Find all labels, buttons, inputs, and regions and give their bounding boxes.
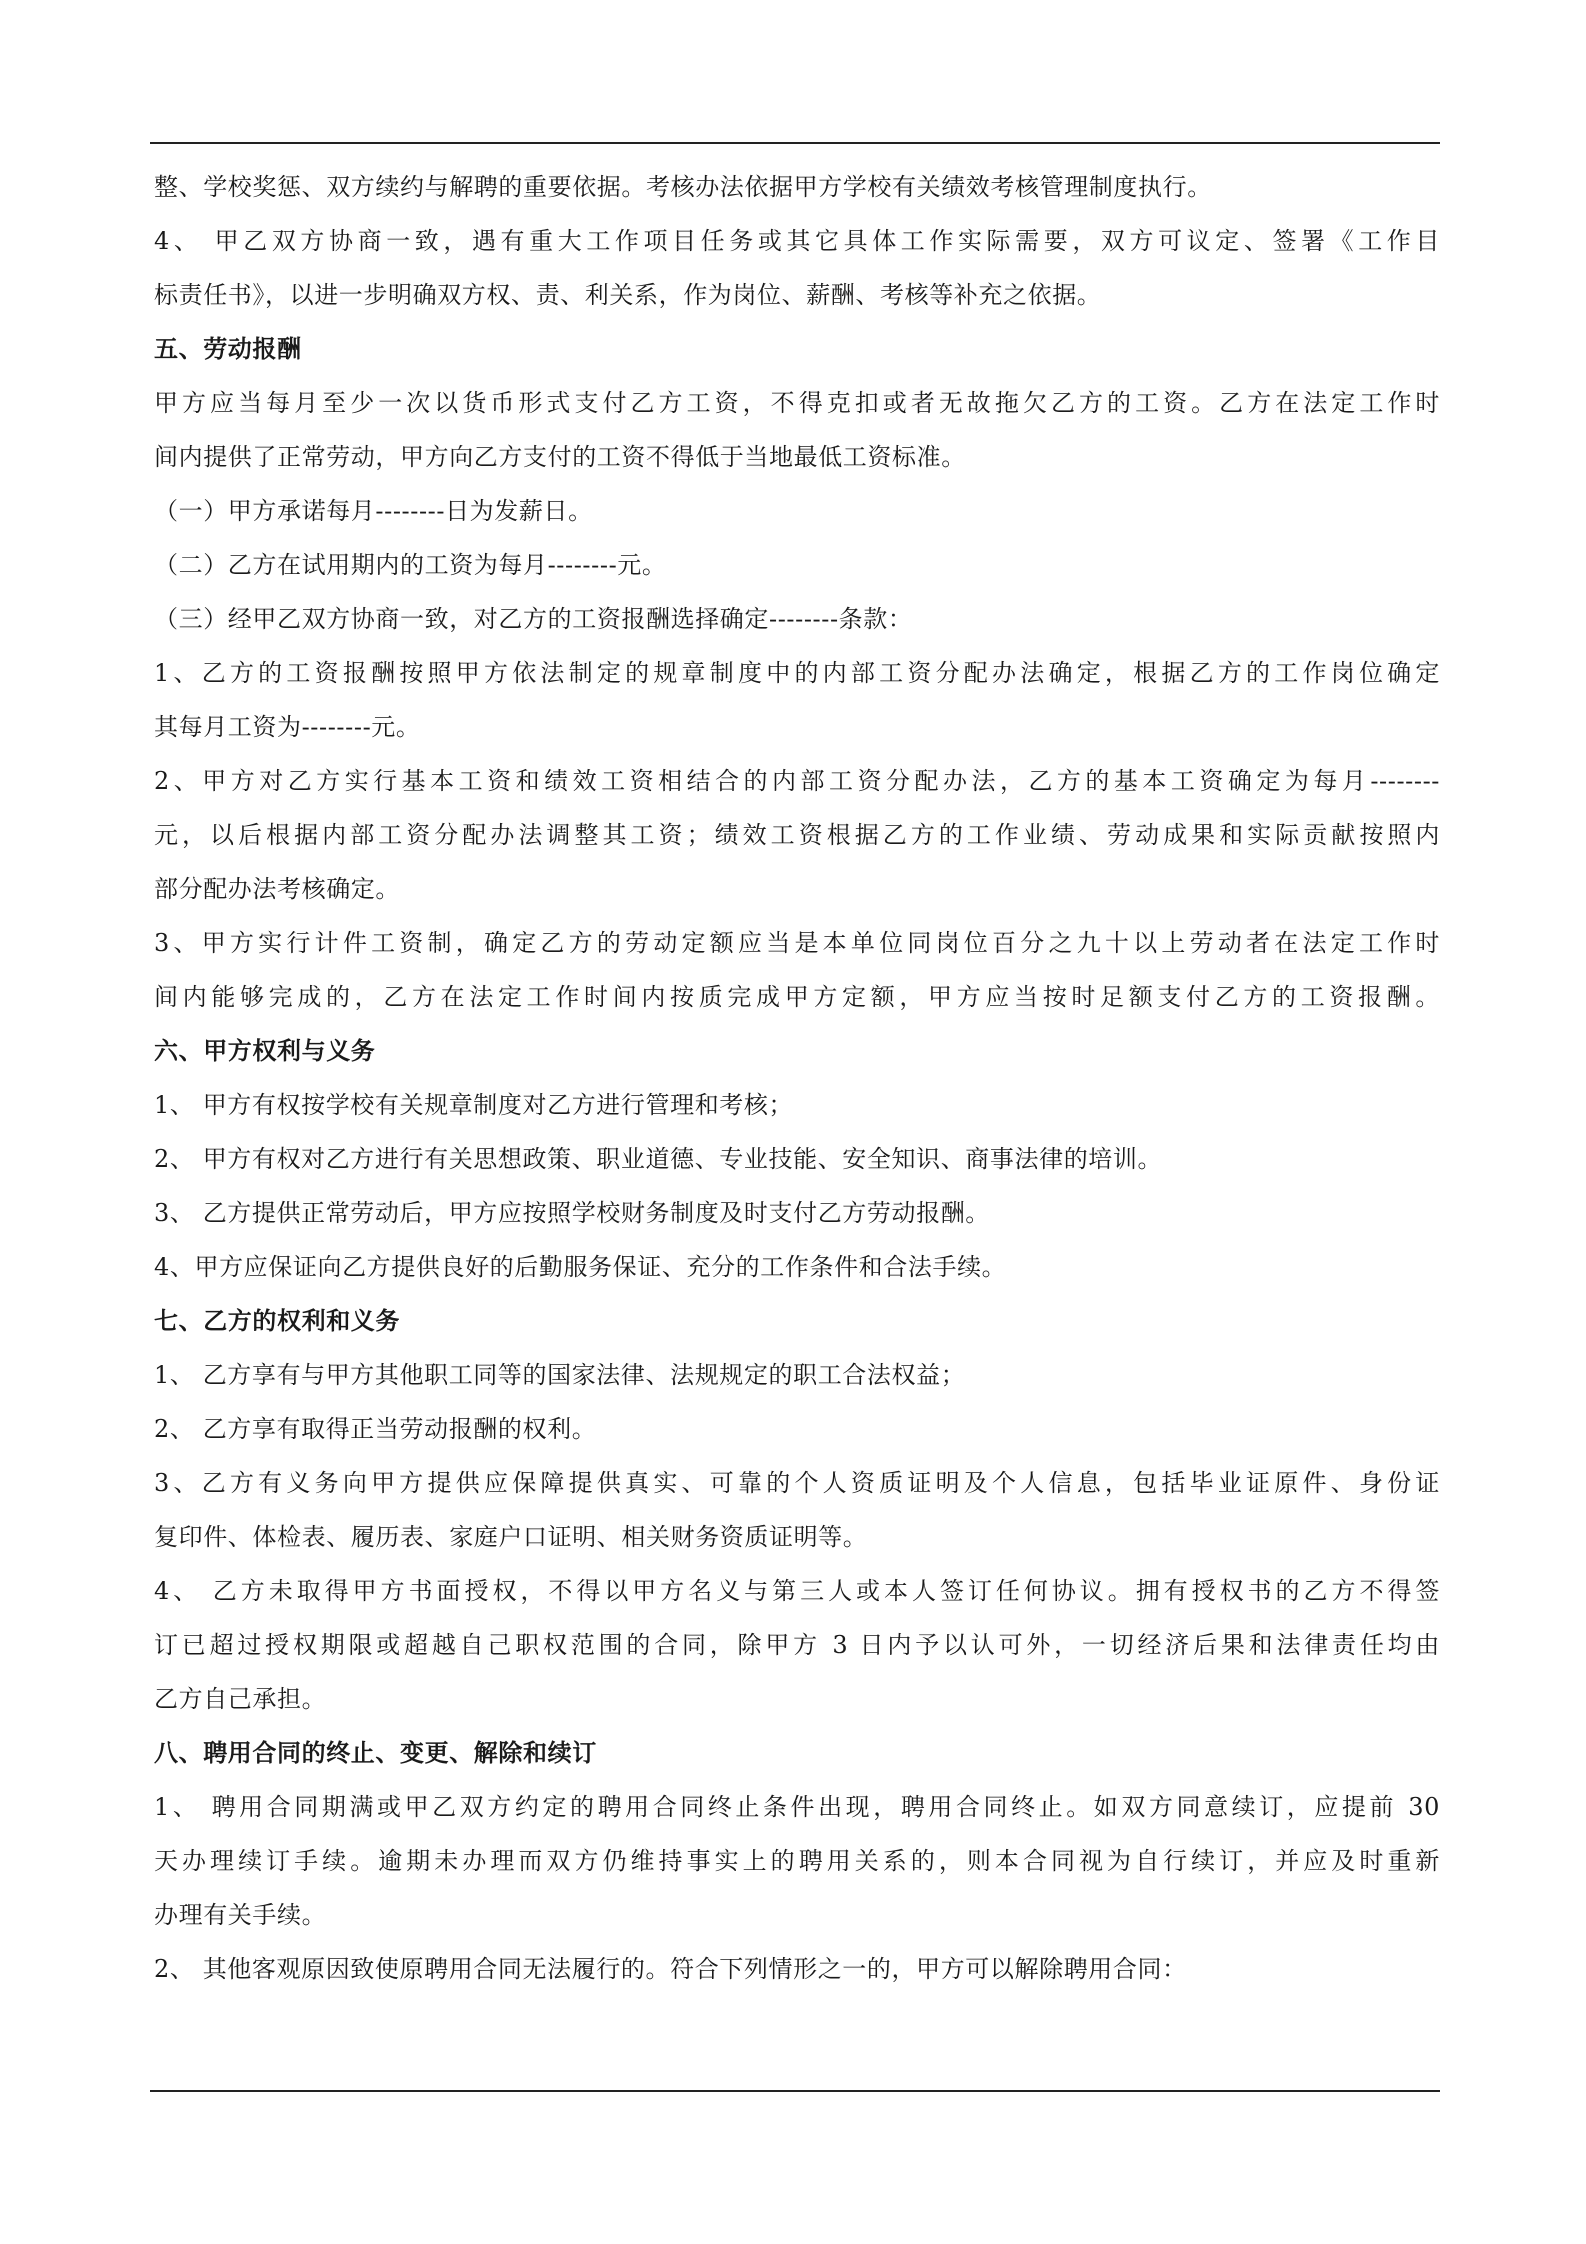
text-line: 4、甲方应保证向乙方提供良好的后勤服务保证、充分的工作条件和合法手续。 xyxy=(154,1253,1007,1281)
header-rule xyxy=(150,142,1440,144)
text-line: （一）甲方承诺每月--------日为发薪日。 xyxy=(154,497,593,525)
text-line: 订已超过授权期限或超越自己职权范围的合同，除甲方 3 日内予以认可外，一切经济后果和法律责任均由 xyxy=(154,1631,1440,1659)
footer-rule xyxy=(150,2090,1440,2092)
text-line: 乙方自己承担。 xyxy=(154,1685,327,1713)
section-heading: 五、劳动报酬 xyxy=(154,334,302,363)
text-line: 1、 聘用合同期满或甲乙双方约定的聘用合同终止条件出现，聘用合同终止。如双方同意续订，应提前 30 xyxy=(154,1793,1440,1821)
text-line: 标责任书》，以进一步明确双方权、责、利关系，作为岗位、薪酬、考核等补充之依据。 xyxy=(154,281,1102,309)
text-line: 整、学校奖惩、双方续约与解聘的重要依据。考核办法依据甲方学校有关绩效考核管理制度执行。 xyxy=(154,173,1212,201)
text-line: 2、 其他客观原因致使原聘用合同无法履行的。符合下列情形之一的，甲方可以解除聘用合同： xyxy=(154,1955,1187,1983)
text-line: 4、 乙方未取得甲方书面授权，不得以甲方名义与第三人或本人签订任何协议。拥有授权书的乙方不得签 xyxy=(154,1577,1440,1605)
text-line: 元，以后根据内部工资分配办法调整其工资；绩效工资根据乙方的工作业绩、劳动成果和实际贡献按照内 xyxy=(154,821,1440,849)
text-line: 3、 乙方提供正常劳动后，甲方应按照学校财务制度及时支付乙方劳动报酬。 xyxy=(154,1199,990,1227)
section-heading: 七、乙方的权利和义务 xyxy=(154,1306,400,1335)
text-line: 1、 甲方有权按学校有关规章制度对乙方进行管理和考核； xyxy=(154,1091,794,1119)
text-line: 间内能够完成的，乙方在法定工作时间内按质完成甲方定额，甲方应当按时足额支付乙方的工资报酬。 xyxy=(154,983,1440,1011)
text-line: 其每月工资为--------元。 xyxy=(154,713,421,741)
section-heading: 六、甲方权利与义务 xyxy=(154,1036,376,1065)
text-line: （三）经甲乙双方协商一致，对乙方的工资报酬选择确定--------条款： xyxy=(154,605,913,633)
text-line: 2、甲方对乙方实行基本工资和绩效工资相结合的内部工资分配办法，乙方的基本工资确定为每月-------- xyxy=(154,767,1440,795)
text-line: 3、甲方实行计件工资制，确定乙方的劳动定额应当是本单位同岗位百分之九十以上劳动者在法定工作时 xyxy=(154,929,1440,957)
text-line: 4、 甲乙双方协商一致，遇有重大工作项目任务或其它具体工作实际需要，双方可议定、签署《工作目 xyxy=(154,227,1440,255)
text-line: （二）乙方在试用期内的工资为每月--------元。 xyxy=(154,551,667,579)
text-line: 办理有关手续。 xyxy=(154,1901,327,1929)
text-line: 部分配办法考核确定。 xyxy=(154,875,400,903)
text-line: 3、乙方有义务向甲方提供应保障提供真实、可靠的个人资质证明及个人信息，包括毕业证原件、身份证 xyxy=(154,1469,1440,1497)
text-line: 甲方应当每月至少一次以货币形式支付乙方工资，不得克扣或者无故拖欠乙方的工资。乙方在法定工作时 xyxy=(154,389,1440,417)
text-line: 间内提供了正常劳动，甲方向乙方支付的工资不得低于当地最低工资标准。 xyxy=(154,443,966,471)
text-line: 2、 甲方有权对乙方进行有关思想政策、职业道德、专业技能、安全知识、商事法律的培训。 xyxy=(154,1145,1163,1173)
text-line: 1、 乙方享有与甲方其他职工同等的国家法律、法规规定的职工合法权益； xyxy=(154,1361,966,1389)
text-line: 复印件、体检表、履历表、家庭户口证明、相关财务资质证明等。 xyxy=(154,1523,868,1551)
text-line: 2、 乙方享有取得正当劳动报酬的权利。 xyxy=(154,1415,597,1443)
document-body xyxy=(154,160,1440,1996)
text-line: 1、乙方的工资报酬按照甲方依法制定的规章制度中的内部工资分配办法确定，根据乙方的工作岗位确定 xyxy=(154,659,1440,687)
section-heading: 八、聘用合同的终止、变更、解除和续订 xyxy=(154,1738,597,1767)
text-line: 天办理续订手续。逾期未办理而双方仍维持事实上的聘用关系的，则本合同视为自行续订，并应及时重新 xyxy=(154,1847,1440,1875)
